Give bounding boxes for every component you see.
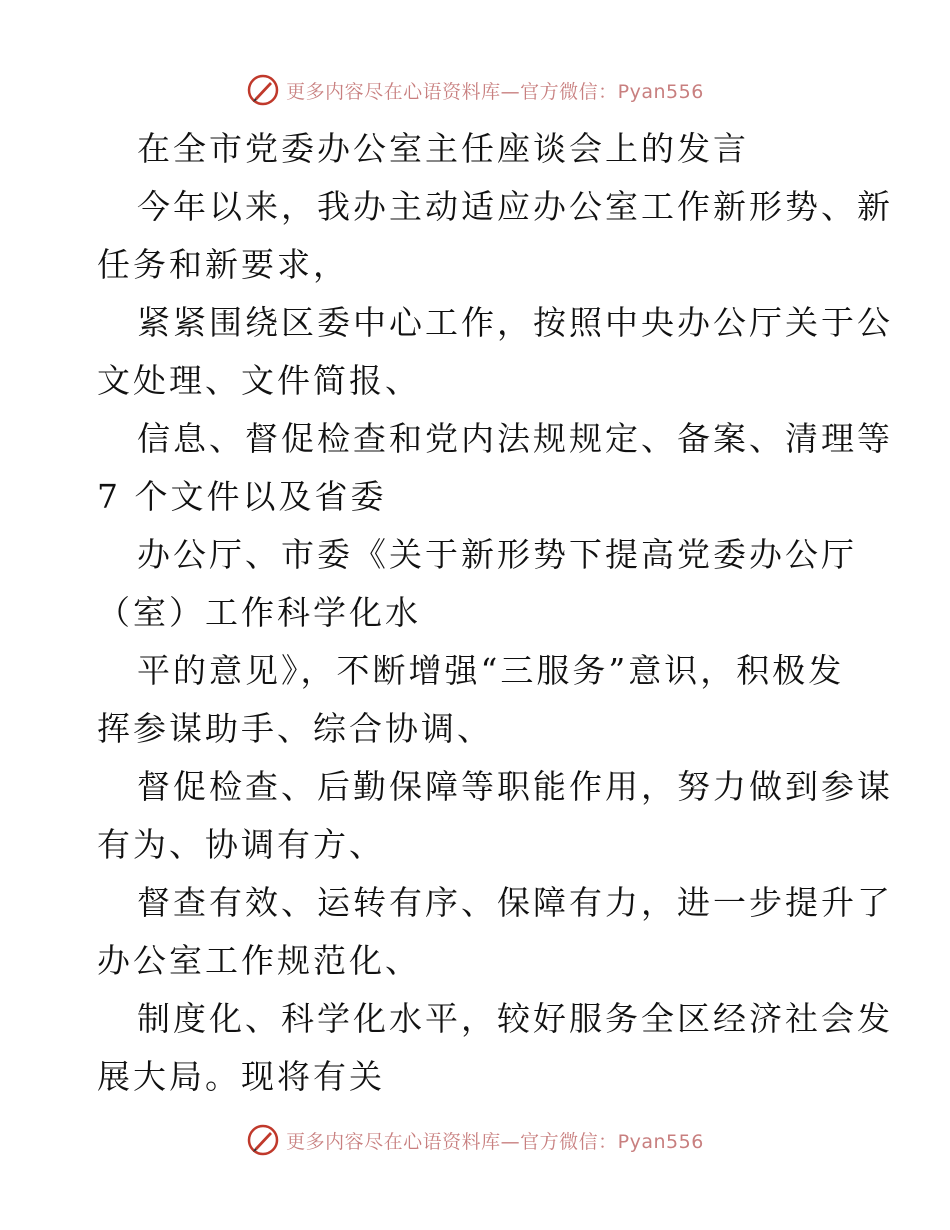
paragraph: 办公厅、市委《关于新形势下提高党委办公厅 （室）工作科学化水 — [97, 535, 857, 632]
header-watermark — [0, 70, 950, 110]
document-title: 在全市党委办公室主任座谈会上的发言 — [137, 129, 749, 168]
paragraph: 平的意见》，不断增强“三服务”意识，积极发 挥参谋助手、综合协调、 — [97, 651, 845, 748]
paragraph: 今年以来，我办主动适应办公室工作新形势、新 任务和新要求， — [97, 187, 893, 284]
quill-logo-icon — [246, 73, 280, 107]
footer-watermark — [0, 1120, 950, 1160]
paragraph: 督查有效、运转有序、保障有力，进一步提升了 办公室工作规范化、 — [97, 883, 893, 980]
paragraph: 紧紧围绕区委中心工作，按照中央办公厅关于公 文处理、文件简报、 — [97, 303, 893, 400]
paragraph: 制度化、科学化水平，较好服务全区经济社会发 展大局。现将有关 — [97, 999, 893, 1096]
watermark-text: 更多内容尽在心语资料库—官方微信：Pyan556 — [286, 80, 704, 103]
quill-logo-icon — [246, 1123, 280, 1157]
watermark-text: 更多内容尽在心语资料库—官方微信：Pyan556 — [286, 1130, 704, 1153]
paragraph: 督促检查、后勤保障等职能作用，努力做到参谋 有为、协调有方、 — [97, 767, 893, 864]
paragraph: 信息、督促检查和党内法规规定、备案、清理等 7 个文件以及省委 — [97, 419, 893, 516]
document-body — [97, 120, 893, 1106]
